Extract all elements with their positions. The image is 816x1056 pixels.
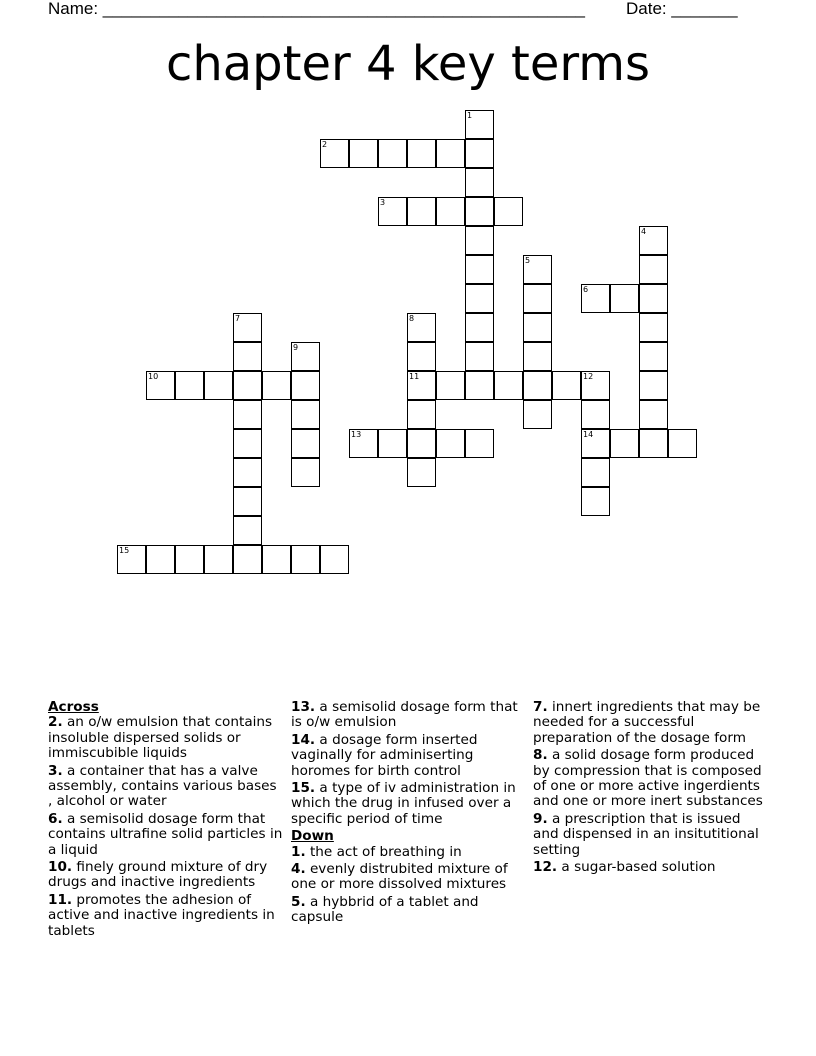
clue-text: a semisolid dosage form that contains ultrafine solid particles in a liquid: [48, 810, 283, 858]
grid-cell[interactable]: [581, 371, 610, 400]
cell-number: 12: [583, 372, 594, 381]
clue-number: 3.: [48, 762, 63, 779]
grid-cell[interactable]: [291, 545, 320, 574]
grid-cell[interactable]: [494, 197, 523, 226]
clue-item: [48, 715, 284, 761]
grid-cell[interactable]: [523, 342, 552, 371]
grid-cell[interactable]: [146, 545, 175, 574]
clue-item: [291, 781, 527, 827]
clue-number: 9.: [533, 810, 548, 827]
clue-number: 7.: [533, 699, 548, 715]
clue-number: 8.: [533, 747, 548, 764]
clue-text: finely ground mixture of dry drugs and inactive ingredients: [48, 859, 268, 891]
clue-item: [48, 812, 284, 858]
grid-cell[interactable]: [204, 371, 233, 400]
down-heading: Down: [291, 828, 334, 845]
grid-cell[interactable]: [291, 400, 320, 429]
down-clue-list: [291, 845, 527, 926]
clue-number: 5.: [291, 893, 306, 910]
grid-cell[interactable]: [407, 139, 436, 168]
grid-cell[interactable]: [117, 545, 146, 574]
clue-number: 15.: [291, 780, 316, 797]
grid-cell[interactable]: [378, 429, 407, 458]
grid-cell[interactable]: [668, 429, 697, 458]
grid-cell[interactable]: [407, 429, 436, 458]
clue-text: evenly distrubited mixture of one or more dissolved mixtures: [291, 861, 508, 893]
grid-cell[interactable]: [639, 255, 668, 284]
clue-text: a dosage form inserted vaginally for adminiserting horomes for birth control: [291, 731, 478, 779]
grid-cell[interactable]: [465, 342, 494, 371]
grid-cell[interactable]: [436, 139, 465, 168]
clue-text: a type of iv administration in which the drug in infused over a specific period of time: [291, 780, 516, 827]
across-heading: Across: [48, 699, 99, 715]
grid-cell[interactable]: [523, 255, 552, 284]
grid-cell[interactable]: [320, 545, 349, 574]
clue-text: a prescription that is issued and dispensed in an insitutitional setting: [533, 810, 759, 858]
clue-item: [533, 700, 769, 746]
grid-cell[interactable]: [465, 197, 494, 226]
clue-item: [291, 845, 527, 860]
clue-text: a solid dosage form produced by compression that is composed of one or more active ingerdients and one or more inert substances: [533, 747, 763, 810]
grid-cell[interactable]: [291, 371, 320, 400]
grid-cell[interactable]: [233, 487, 262, 516]
grid-cell[interactable]: [465, 110, 494, 139]
grid-cell[interactable]: [465, 371, 494, 400]
clue-number: 11.: [48, 891, 73, 908]
grid-cell[interactable]: [291, 458, 320, 487]
grid-cell[interactable]: [233, 545, 262, 574]
grid-cell[interactable]: [465, 284, 494, 313]
cell-number: 1: [467, 111, 473, 120]
clue-number: 10.: [48, 859, 73, 876]
clues-column-2: [291, 700, 527, 928]
clue-text: an o/w emulsion that contains insoluble dispersed solids or immiscubible liquids: [48, 714, 273, 762]
grid-cell[interactable]: [581, 487, 610, 516]
grid-cell[interactable]: [610, 284, 639, 313]
cell-number: 14: [583, 430, 594, 439]
clue-text: a container that has a valve assembly, contains various bases , alcohol or water: [48, 762, 277, 810]
grid-cell[interactable]: [639, 342, 668, 371]
grid-cell[interactable]: [175, 371, 204, 400]
cell-number: 8: [409, 314, 415, 323]
clue-number: 6.: [48, 810, 63, 827]
grid-cell[interactable]: [204, 545, 233, 574]
cell-number: 5: [525, 256, 531, 265]
grid-cell[interactable]: [465, 168, 494, 197]
grid-cell[interactable]: [407, 400, 436, 429]
grid-cell[interactable]: [233, 429, 262, 458]
grid-cell[interactable]: [407, 313, 436, 342]
clue-text: a semisolid dosage form that is o/w emulsion: [291, 699, 518, 731]
grid-cell[interactable]: [581, 400, 610, 429]
date-field[interactable]: Date: _______: [626, 0, 738, 18]
clue-number: 12.: [533, 859, 558, 876]
cell-number: 11: [409, 372, 420, 381]
grid-cell[interactable]: [233, 516, 262, 545]
clue-number: 1.: [291, 843, 306, 860]
grid-cell[interactable]: [639, 313, 668, 342]
grid-cell[interactable]: [175, 545, 204, 574]
grid-cell[interactable]: [233, 458, 262, 487]
clue-number: 2.: [48, 714, 63, 731]
clues-column-1: [48, 700, 284, 941]
grid-cell[interactable]: [407, 371, 436, 400]
grid-cell[interactable]: [349, 429, 378, 458]
grid-cell[interactable]: [262, 371, 291, 400]
clue-text: a hybbrid of a tablet and capsule: [291, 893, 479, 926]
grid-cell[interactable]: [233, 342, 262, 371]
name-field[interactable]: Name: ___________________________________________________: [48, 0, 585, 18]
grid-cell[interactable]: [639, 284, 668, 313]
grid-cell[interactable]: [610, 429, 639, 458]
grid-cell[interactable]: [233, 313, 262, 342]
cell-number: 13: [351, 430, 362, 439]
grid-cell[interactable]: [436, 197, 465, 226]
grid-cell[interactable]: [639, 429, 668, 458]
cell-number: 3: [380, 198, 386, 207]
cell-number: 9: [293, 343, 299, 352]
clue-item: [48, 860, 284, 891]
grid-cell[interactable]: [378, 197, 407, 226]
grid-cell[interactable]: [378, 139, 407, 168]
grid-cell[interactable]: [639, 371, 668, 400]
grid-cell[interactable]: [581, 429, 610, 458]
grid-cell[interactable]: [465, 313, 494, 342]
grid-cell[interactable]: [262, 545, 291, 574]
clue-text: innert ingredients that may be needed for a successful preparation of the dosage form: [533, 699, 761, 746]
grid-cell[interactable]: [233, 400, 262, 429]
grid-cell[interactable]: [552, 371, 581, 400]
grid-cell[interactable]: [436, 371, 465, 400]
clue-item: [291, 733, 527, 779]
grid-cell[interactable]: [639, 400, 668, 429]
clue-item: [291, 895, 527, 926]
clue-item: [533, 860, 769, 875]
grid-cell[interactable]: [465, 255, 494, 284]
grid-cell[interactable]: [146, 371, 175, 400]
grid-cell[interactable]: [407, 458, 436, 487]
cell-number: 7: [235, 314, 241, 323]
across-clue-list: [48, 715, 284, 939]
grid-cell[interactable]: [349, 139, 378, 168]
clue-number: 13.: [291, 699, 316, 715]
across-clue-list-continued: [291, 700, 527, 827]
cell-number: 4: [641, 227, 647, 236]
clue-text: promotes the adhesion of active and inactive ingredients in tablets: [48, 891, 275, 939]
clue-item: [533, 812, 769, 858]
grid-cell[interactable]: [581, 458, 610, 487]
cell-number: 2: [322, 140, 328, 149]
grid-cell[interactable]: [436, 429, 465, 458]
grid-cell[interactable]: [465, 226, 494, 255]
grid-cell[interactable]: [523, 313, 552, 342]
cell-number: 15: [119, 546, 130, 555]
grid-cell[interactable]: [639, 226, 668, 255]
clue-item: [533, 748, 769, 810]
clue-item: [48, 764, 284, 810]
grid-cell[interactable]: [291, 342, 320, 371]
clue-number: 14.: [291, 731, 316, 748]
grid-cell[interactable]: [291, 429, 320, 458]
cell-number: 6: [583, 285, 589, 294]
grid-cell[interactable]: [407, 197, 436, 226]
clue-item: [291, 862, 527, 893]
grid-cell[interactable]: [407, 342, 436, 371]
grid-cell[interactable]: [523, 371, 552, 400]
clue-text: a sugar-based solution: [557, 859, 716, 876]
grid-cell[interactable]: [523, 284, 552, 313]
clue-item: [291, 700, 527, 731]
clues-column-3: [533, 700, 769, 877]
clue-number: 4.: [291, 861, 306, 878]
down-clue-list-continued: [533, 700, 769, 875]
grid-cell[interactable]: [581, 284, 610, 313]
page-title: chapter 4 key terms: [165, 36, 651, 92]
grid-cell[interactable]: [523, 400, 552, 429]
grid-cell[interactable]: [465, 139, 494, 168]
grid-cell[interactable]: [233, 371, 262, 400]
grid-cell[interactable]: [465, 429, 494, 458]
cell-number: 10: [148, 372, 159, 381]
clue-text: the act of breathing in: [305, 843, 462, 860]
grid-cell[interactable]: [320, 139, 349, 168]
clue-item: [48, 893, 284, 939]
grid-cell[interactable]: [494, 371, 523, 400]
